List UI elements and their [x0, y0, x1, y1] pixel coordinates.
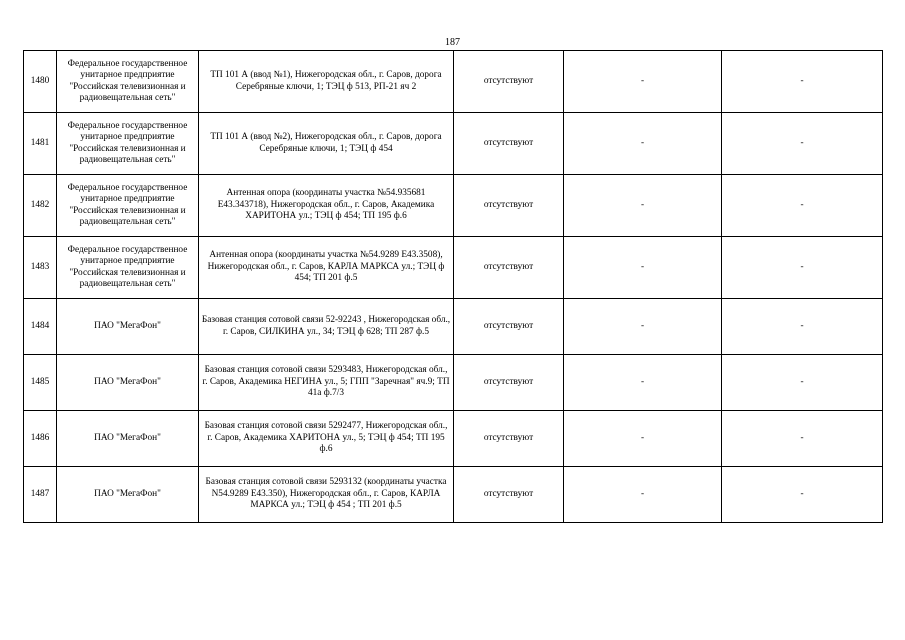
- row-number-cell: 1484: [24, 299, 57, 355]
- status-cell: отсутствуют: [454, 411, 564, 467]
- dash-cell: -: [564, 355, 722, 411]
- status-cell: отсутствуют: [454, 299, 564, 355]
- dash-cell: -: [564, 411, 722, 467]
- dash-cell: -: [722, 467, 883, 523]
- organization-cell: ПАО "МегаФон": [57, 411, 199, 467]
- dash-cell: -: [722, 237, 883, 299]
- status-cell: отсутствуют: [454, 113, 564, 175]
- dash-cell: -: [722, 299, 883, 355]
- address-cell: Базовая станция сотовой связи 5292477, Нижегородская обл., г. Саров, Академика ХАРИТОНА ул., 5; ТЭЦ ф 454; ТП 195 ф.6: [199, 411, 454, 467]
- row-number-cell: 1483: [24, 237, 57, 299]
- status-cell: отсутствуют: [454, 51, 564, 113]
- address-cell: Базовая станция сотовой связи 5293483, Нижегородская обл., г. Саров, Академика НЕГИНА ул., 5; ГПП "Заречная" яч.9; ТП 41а ф.7/3: [199, 355, 454, 411]
- row-number-cell: 1481: [24, 113, 57, 175]
- organization-cell: ПАО "МегаФон": [57, 355, 199, 411]
- address-cell: Базовая станция сотовой связи 52-92243 , Нижегородская обл., г. Саров, СИЛКИНА ул., 34; ТЭЦ ф 628; ТП 287 ф.5: [199, 299, 454, 355]
- table-row: [24, 299, 883, 355]
- status-cell: отсутствуют: [454, 175, 564, 237]
- row-number-cell: 1480: [24, 51, 57, 113]
- row-number-cell: 1487: [24, 467, 57, 523]
- table-row: [24, 355, 883, 411]
- dash-cell: -: [564, 175, 722, 237]
- status-cell: отсутствуют: [454, 355, 564, 411]
- table-row: [24, 175, 883, 237]
- row-number-cell: 1482: [24, 175, 57, 237]
- organization-cell: ПАО "МегаФон": [57, 467, 199, 523]
- dash-cell: -: [722, 411, 883, 467]
- status-cell: отсутствуют: [454, 237, 564, 299]
- organization-cell: Федеральное государственное унитарное предприятие "Российская телевизионная и радиовещательная сеть": [57, 51, 199, 113]
- table-row: [24, 113, 883, 175]
- table-row: [24, 237, 883, 299]
- organization-cell: Федеральное государственное унитарное предприятие "Российская телевизионная и радиовещательная сеть": [57, 237, 199, 299]
- dash-cell: -: [564, 237, 722, 299]
- table-row: [24, 467, 883, 523]
- address-cell: Антенная опора (координаты участка №54.935681 Е43.343718), Нижегородская обл., г. Саров, Академика ХАРИТОНА ул.; ТЭЦ ф 454; ТП 195 ф.6: [199, 175, 454, 237]
- table-row: [24, 51, 883, 113]
- address-cell: ТП 101 А (ввод №1), Нижегородская обл., г. Саров, дорога Серебряные ключи, 1; ТЭЦ ф 513, РП-21 яч 2: [199, 51, 454, 113]
- status-cell: отсутствуют: [454, 467, 564, 523]
- dash-cell: -: [564, 51, 722, 113]
- organization-cell: Федеральное государственное унитарное предприятие "Российская телевизионная и радиовещательная сеть": [57, 113, 199, 175]
- dash-cell: -: [722, 51, 883, 113]
- address-cell: Базовая станция сотовой связи 5293132 (координаты участка N54.9289 Е43.350), Нижегородская обл., г. Саров, КАРЛА МАРКСА ул.; ТЭЦ ф 454 ; ТП 201 ф.5: [199, 467, 454, 523]
- row-number-cell: 1485: [24, 355, 57, 411]
- dash-cell: -: [722, 113, 883, 175]
- organization-cell: ПАО "МегаФон": [57, 299, 199, 355]
- registry-table: [23, 50, 883, 523]
- page-number: 187: [445, 37, 460, 48]
- dash-cell: -: [564, 113, 722, 175]
- dash-cell: -: [722, 175, 883, 237]
- row-number-cell: 1486: [24, 411, 57, 467]
- table-row: [24, 411, 883, 467]
- dash-cell: -: [722, 355, 883, 411]
- dash-cell: -: [564, 299, 722, 355]
- address-cell: ТП 101 А (ввод №2), Нижегородская обл., г. Саров, дорога Серебряные ключи, 1; ТЭЦ ф 454: [199, 113, 454, 175]
- organization-cell: Федеральное государственное унитарное предприятие "Российская телевизионная и радиовещательная сеть": [57, 175, 199, 237]
- address-cell: Антенная опора (координаты участка №54.9289 Е43.3508), Нижегородская обл., г. Саров, КАРЛА МАРКСА ул.; ТЭЦ ф 454; ТП 201 ф.5: [199, 237, 454, 299]
- dash-cell: -: [564, 467, 722, 523]
